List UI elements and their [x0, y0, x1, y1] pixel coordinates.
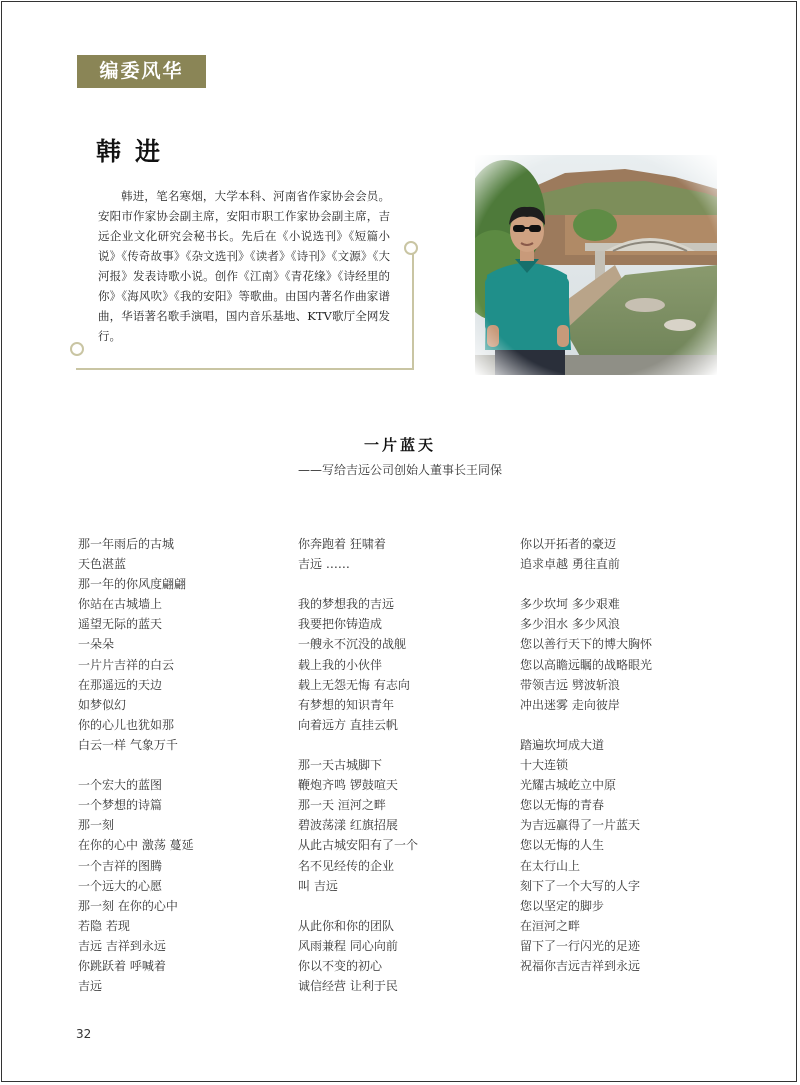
stanza-break [520, 574, 652, 594]
poem-line: 那一天古城脚下 [298, 758, 383, 773]
poem-line: 名不见经传的企业 [298, 858, 395, 873]
poem-line: 我的梦想我的吉远 [298, 597, 395, 612]
poem-line: 留下了一行闪光的足迹 [520, 938, 641, 953]
poem-line: 您以无悔的青春 [520, 798, 605, 813]
poem-line: 在洹河之畔 [520, 918, 581, 933]
author-name: 韩进 [96, 137, 175, 166]
poem-line: 为吉远赢得了一片蓝天 [520, 818, 641, 833]
page-number: 32 [76, 1027, 92, 1041]
poem-line: 你跳跃着 呼喊着 [78, 958, 166, 973]
poem-line: 载上无怨无悔 有志向 [298, 677, 410, 692]
poem-line: 多少泪水 多少风浪 [520, 617, 620, 632]
poem-line: 一个宏大的蓝图 [78, 778, 163, 793]
poem-line: 你的心儿也犹如那 [78, 717, 175, 732]
author-bio: 韩进，笔名寒烟，大学本科、河南省作家协会会员。安阳市作家协会副主席，安阳市职工作家协会副主席，吉远企业文化研究会秘书长。先后在《小说选刊》《短篇小说》《传奇故事》《杂文选刊》《读者》《诗刊》《文源》《大河报》发表诗歌小说。创作《江南》《青花缘》《诗经里的你》《海风吹》《我的安阳》等歌曲。由国内著名作曲家谱曲，华语著名歌手演唱，国内音乐基地、KTV歌厅全网发行。 [98, 189, 390, 343]
poem-line: 带领吉远 劈波斩浪 [520, 677, 620, 692]
poem-line: 鞭炮齐鸣 锣鼓喧天 [298, 778, 398, 793]
poem-line: 那一刻 [78, 818, 115, 833]
author-photo [475, 155, 717, 375]
poem-line: 光耀古城屹立中原 [520, 778, 617, 793]
poem-column-1 [78, 534, 194, 996]
poem-line: 叫 吉远 [298, 878, 338, 893]
poem-line: 天色湛蓝 [78, 557, 127, 572]
poem-line: 一艘永不沉没的战舰 [298, 637, 407, 652]
poem-line: 祝福你吉远吉祥到永远 [520, 958, 641, 973]
poem-line: 您以高瞻远瞩的战略眼光 [520, 657, 653, 672]
poem-line: 如梦似幻 [78, 697, 127, 712]
stanza-break [78, 755, 194, 775]
poem-line: 若隐 若现 [78, 918, 130, 933]
poem-column-3 [520, 534, 652, 976]
poem-line: 您以善行天下的博大胸怀 [520, 637, 653, 652]
poem-subtitle: ——写给吉远公司创始人董事长王同保 [297, 463, 502, 477]
poem-line: 在太行山上 [520, 858, 581, 873]
poem-line: 吉远 吉祥到永远 [78, 938, 166, 953]
stanza-break [298, 735, 418, 755]
stanza-break [298, 896, 418, 916]
poem-line: 吉远 [78, 979, 103, 994]
poem-line: 那一年的你风度翩翩 [78, 577, 187, 592]
poem-line: 那一天 洹河之畔 [298, 798, 386, 813]
poem-line: 风雨兼程 同心向前 [298, 938, 398, 953]
section-tag: 编委风华 [77, 55, 206, 88]
poem-line: 那一刻 在你的心中 [78, 898, 178, 913]
poem-column-2 [298, 534, 418, 996]
poem-line: 一个梦想的诗篇 [78, 798, 163, 813]
poem-line: 向着远方 直挂云帆 [298, 717, 398, 732]
frame-ring-icon [404, 241, 418, 255]
poem-line: 十大连锁 [520, 758, 569, 773]
poem-line: 您以坚定的脚步 [520, 898, 605, 913]
poem-line: 那一年雨后的古城 [78, 537, 175, 551]
poem-line: 吉远 …… [298, 557, 350, 572]
poem-line: 你站在古城墙上 [78, 597, 163, 612]
poem-line: 遥望无际的蓝天 [78, 617, 163, 632]
poem-line: 一朵朵 [78, 637, 115, 652]
stanza-break [298, 574, 418, 594]
poem-line: 追求卓越 勇往直前 [520, 557, 620, 572]
poem-line: 你奔跑着 狂啸着 [298, 537, 386, 551]
frame-ring-icon [70, 342, 84, 356]
poem-line: 一个远大的心愿 [78, 878, 163, 893]
poem-title: 一片蓝天 [363, 436, 436, 454]
poem-line: 一片片吉祥的白云 [78, 657, 175, 672]
stanza-break [520, 715, 652, 735]
poem-line: 碧波荡漾 红旗招展 [298, 818, 398, 833]
poem-line: 诚信经营 让利于民 [298, 979, 398, 994]
poem-line: 从此古城安阳有了一个 [298, 838, 419, 853]
poem-line: 在你的心中 激荡 蔓延 [78, 838, 194, 853]
poem-line: 一个吉祥的图腾 [78, 858, 163, 873]
poem-line: 踏遍坎坷成大道 [520, 737, 605, 752]
poem-line: 白云一样 气象万千 [78, 737, 178, 752]
poem-line: 冲出迷雾 走向彼岸 [520, 697, 620, 712]
poem-line: 从此你和你的团队 [298, 918, 395, 933]
poem-line: 我要把你铸造成 [298, 617, 383, 632]
poem-line: 刻下了一个大写的人字 [520, 878, 641, 893]
poem-line: 载上我的小伙伴 [298, 657, 383, 672]
poem-line: 多少坎坷 多少艰难 [520, 597, 620, 612]
poem-line: 您以无悔的人生 [520, 838, 605, 853]
poem-line: 在那遥远的天边 [78, 677, 163, 692]
poem-line: 你以不变的初心 [298, 958, 383, 973]
poem-line: 有梦想的知识青年 [298, 697, 395, 712]
poem-line: 你以开拓者的豪迈 [520, 537, 617, 551]
